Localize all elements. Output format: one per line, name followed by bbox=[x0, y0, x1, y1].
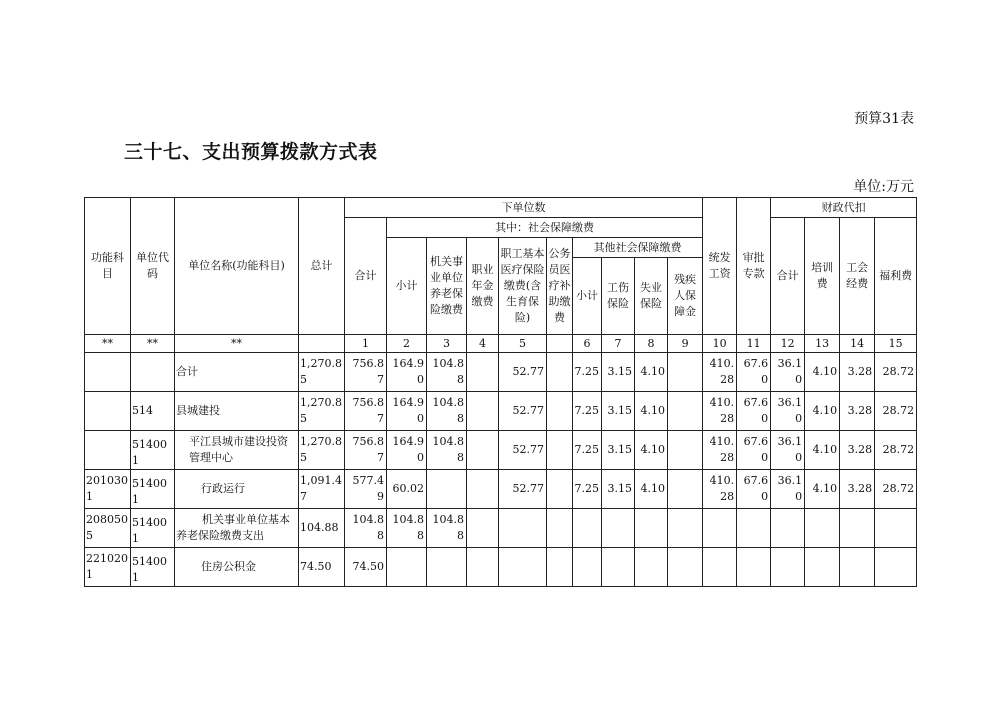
value-cell: 104.88 bbox=[387, 509, 427, 548]
value-cell bbox=[602, 509, 635, 548]
value-cell bbox=[875, 509, 917, 548]
header-finance-group: 财政代扣 bbox=[771, 198, 917, 218]
value-cell: 67.60 bbox=[737, 431, 771, 470]
header-medical: 职工基本医疗保险缴费(含生育保险) bbox=[499, 238, 547, 335]
value-cell: 3.15 bbox=[602, 431, 635, 470]
header-disabled: 残疾人保障金 bbox=[668, 258, 703, 335]
value-cell: 410.28 bbox=[703, 392, 737, 431]
value-cell bbox=[547, 470, 573, 509]
value-cell: 67.60 bbox=[737, 353, 771, 392]
header-annuity: 职业年金缴费 bbox=[467, 238, 499, 335]
value-cell bbox=[467, 431, 499, 470]
value-cell bbox=[547, 431, 573, 470]
value-cell bbox=[737, 509, 771, 548]
total-cell: 74.50 bbox=[299, 548, 345, 587]
header-unit-name: 单位名称(功能科目) bbox=[175, 198, 299, 335]
table-row bbox=[85, 431, 917, 470]
unit-name-cell: 平江县城市建设投资管理中心 bbox=[175, 431, 299, 470]
func-code-cell bbox=[85, 353, 131, 392]
index-cell: 10 bbox=[703, 335, 737, 353]
header-welfare: 福利费 bbox=[875, 218, 917, 335]
value-cell: 3.28 bbox=[840, 353, 875, 392]
value-cell bbox=[668, 470, 703, 509]
value-cell bbox=[703, 509, 737, 548]
unit-code-cell: 514001 bbox=[131, 548, 175, 587]
header-other-subtotal: 小计 bbox=[573, 258, 602, 335]
index-cell: ** bbox=[175, 335, 299, 353]
total-cell: 1,091.47 bbox=[299, 470, 345, 509]
table-row bbox=[85, 470, 917, 509]
value-cell: 3.15 bbox=[602, 392, 635, 431]
value-cell: 756.87 bbox=[345, 431, 387, 470]
header-social-subtotal: 小计 bbox=[387, 238, 427, 335]
value-cell: 3.15 bbox=[602, 470, 635, 509]
header-subtotal-all: 合计 bbox=[345, 218, 387, 335]
total-cell: 1,270.85 bbox=[299, 392, 345, 431]
value-cell: 164.90 bbox=[387, 392, 427, 431]
value-cell: 410.28 bbox=[703, 470, 737, 509]
index-cell: 11 bbox=[737, 335, 771, 353]
func-code-cell: 2010301 bbox=[85, 470, 131, 509]
header-other-group: 其他社会保障缴费 bbox=[573, 238, 703, 258]
header-lower-unit: 下单位数 bbox=[345, 198, 703, 218]
value-cell: 4.10 bbox=[635, 470, 668, 509]
value-cell: 3.15 bbox=[602, 353, 635, 392]
index-cell bbox=[547, 335, 573, 353]
value-cell: 74.50 bbox=[345, 548, 387, 587]
index-cell: 15 bbox=[875, 335, 917, 353]
total-cell: 104.88 bbox=[299, 509, 345, 548]
value-cell: 4.10 bbox=[805, 392, 840, 431]
header-civil-medical: 公务员医疗补助缴费 bbox=[547, 238, 573, 335]
unit-name-cell: 县城建投 bbox=[175, 392, 299, 431]
value-cell: 410.28 bbox=[703, 431, 737, 470]
table-row bbox=[85, 392, 917, 431]
value-cell: 36.10 bbox=[771, 392, 805, 431]
header-approval: 审批专款 bbox=[737, 198, 771, 335]
value-cell: 3.28 bbox=[840, 470, 875, 509]
unit-name-cell: 行政运行 bbox=[175, 470, 299, 509]
header-social-group: 其中：社会保障缴费 bbox=[387, 218, 703, 238]
value-cell bbox=[499, 548, 547, 587]
value-cell bbox=[467, 548, 499, 587]
func-code-cell bbox=[85, 392, 131, 431]
index-cell: 14 bbox=[840, 335, 875, 353]
index-cell: 6 bbox=[573, 335, 602, 353]
value-cell: 52.77 bbox=[499, 470, 547, 509]
header-union: 工会经费 bbox=[840, 218, 875, 335]
value-cell: 4.10 bbox=[635, 392, 668, 431]
value-cell: 410.28 bbox=[703, 353, 737, 392]
unit-code-cell: 514 bbox=[131, 392, 175, 431]
unit-label: 单位:万元 bbox=[853, 179, 914, 195]
value-cell: 104.88 bbox=[427, 431, 467, 470]
index-cell: 8 bbox=[635, 335, 668, 353]
value-cell: 7.25 bbox=[573, 470, 602, 509]
page-title: 三十七、支出预算拨款方式表 bbox=[124, 141, 378, 163]
header-salary: 统发工资 bbox=[703, 198, 737, 335]
unit-code-cell: 514001 bbox=[131, 431, 175, 470]
header-total: 总计 bbox=[299, 198, 345, 335]
value-cell: 4.10 bbox=[805, 431, 840, 470]
header-pension: 机关事业单位养老保险缴费 bbox=[427, 238, 467, 335]
value-cell bbox=[547, 548, 573, 587]
index-cell: 7 bbox=[602, 335, 635, 353]
value-cell bbox=[805, 509, 840, 548]
value-cell: 67.60 bbox=[737, 392, 771, 431]
index-cell bbox=[299, 335, 345, 353]
value-cell: 36.10 bbox=[771, 470, 805, 509]
value-cell: 28.72 bbox=[875, 392, 917, 431]
value-cell bbox=[573, 509, 602, 548]
value-cell bbox=[737, 548, 771, 587]
unit-name-cell: 机关事业单位基本养老保险缴费支出 bbox=[175, 509, 299, 548]
header-training: 培训费 bbox=[805, 218, 840, 335]
value-cell: 4.10 bbox=[635, 431, 668, 470]
index-cell: 2 bbox=[387, 335, 427, 353]
value-cell: 52.77 bbox=[499, 392, 547, 431]
value-cell: 4.10 bbox=[805, 353, 840, 392]
index-cell: 13 bbox=[805, 335, 840, 353]
value-cell: 7.25 bbox=[573, 353, 602, 392]
value-cell bbox=[547, 509, 573, 548]
unit-code-cell: 514001 bbox=[131, 470, 175, 509]
value-cell bbox=[467, 509, 499, 548]
table-number: 预算31表 bbox=[854, 111, 914, 127]
value-cell: 104.88 bbox=[427, 509, 467, 548]
index-cell: ** bbox=[131, 335, 175, 353]
value-cell bbox=[875, 548, 917, 587]
value-cell bbox=[668, 392, 703, 431]
value-cell: 28.72 bbox=[875, 353, 917, 392]
func-code-cell bbox=[85, 431, 131, 470]
value-cell: 52.77 bbox=[499, 353, 547, 392]
func-code-cell: 2080505 bbox=[85, 509, 131, 548]
index-cell: ** bbox=[85, 335, 131, 353]
header-row bbox=[85, 198, 917, 218]
value-cell bbox=[840, 509, 875, 548]
value-cell bbox=[668, 548, 703, 587]
value-cell bbox=[467, 392, 499, 431]
value-cell: 4.10 bbox=[635, 353, 668, 392]
value-cell bbox=[547, 392, 573, 431]
value-cell: 3.28 bbox=[840, 392, 875, 431]
value-cell: 67.60 bbox=[737, 470, 771, 509]
value-cell: 756.87 bbox=[345, 392, 387, 431]
value-cell bbox=[547, 353, 573, 392]
table-row bbox=[85, 548, 917, 587]
value-cell: 577.49 bbox=[345, 470, 387, 509]
value-cell bbox=[771, 548, 805, 587]
value-cell bbox=[499, 509, 547, 548]
table-row bbox=[85, 509, 917, 548]
total-cell: 1,270.85 bbox=[299, 353, 345, 392]
value-cell bbox=[840, 548, 875, 587]
value-cell bbox=[387, 548, 427, 587]
unit-code-cell: 514001 bbox=[131, 509, 175, 548]
value-cell bbox=[635, 548, 668, 587]
index-cell: 1 bbox=[345, 335, 387, 353]
func-code-cell: 2210201 bbox=[85, 548, 131, 587]
value-cell bbox=[805, 548, 840, 587]
value-cell bbox=[427, 470, 467, 509]
index-cell: 5 bbox=[499, 335, 547, 353]
unit-code-cell bbox=[131, 353, 175, 392]
value-cell bbox=[467, 470, 499, 509]
value-cell bbox=[771, 509, 805, 548]
value-cell: 3.28 bbox=[840, 431, 875, 470]
value-cell bbox=[668, 353, 703, 392]
value-cell: 28.72 bbox=[875, 470, 917, 509]
header-unit-code: 单位代码 bbox=[131, 198, 175, 335]
value-cell: 52.77 bbox=[499, 431, 547, 470]
index-cell: 12 bbox=[771, 335, 805, 353]
value-cell: 164.90 bbox=[387, 431, 427, 470]
index-cell: 9 bbox=[668, 335, 703, 353]
value-cell: 756.87 bbox=[345, 353, 387, 392]
value-cell bbox=[668, 431, 703, 470]
value-cell: 36.10 bbox=[771, 353, 805, 392]
value-cell: 4.10 bbox=[805, 470, 840, 509]
value-cell: 7.25 bbox=[573, 431, 602, 470]
unit-name-cell: 住房公积金 bbox=[175, 548, 299, 587]
total-cell: 1,270.85 bbox=[299, 431, 345, 470]
value-cell: 104.88 bbox=[427, 353, 467, 392]
value-cell bbox=[427, 548, 467, 587]
value-cell: 36.10 bbox=[771, 431, 805, 470]
value-cell: 104.88 bbox=[345, 509, 387, 548]
header-func-code: 功能科目 bbox=[85, 198, 131, 335]
unit-name-cell: 合计 bbox=[175, 353, 299, 392]
value-cell bbox=[703, 548, 737, 587]
header-unemployment: 失业保险 bbox=[635, 258, 668, 335]
value-cell: 28.72 bbox=[875, 431, 917, 470]
index-cell: 3 bbox=[427, 335, 467, 353]
index-cell: 4 bbox=[467, 335, 499, 353]
value-cell bbox=[635, 509, 668, 548]
value-cell: 164.90 bbox=[387, 353, 427, 392]
value-cell bbox=[602, 548, 635, 587]
value-cell: 104.88 bbox=[427, 392, 467, 431]
table-row bbox=[85, 353, 917, 392]
value-cell bbox=[467, 353, 499, 392]
header-finance-total: 合计 bbox=[771, 218, 805, 335]
index-row bbox=[85, 335, 917, 353]
header-injury: 工伤保险 bbox=[602, 258, 635, 335]
value-cell: 7.25 bbox=[573, 392, 602, 431]
value-cell: 60.02 bbox=[387, 470, 427, 509]
value-cell bbox=[668, 509, 703, 548]
budget-table bbox=[84, 197, 917, 587]
value-cell bbox=[573, 548, 602, 587]
